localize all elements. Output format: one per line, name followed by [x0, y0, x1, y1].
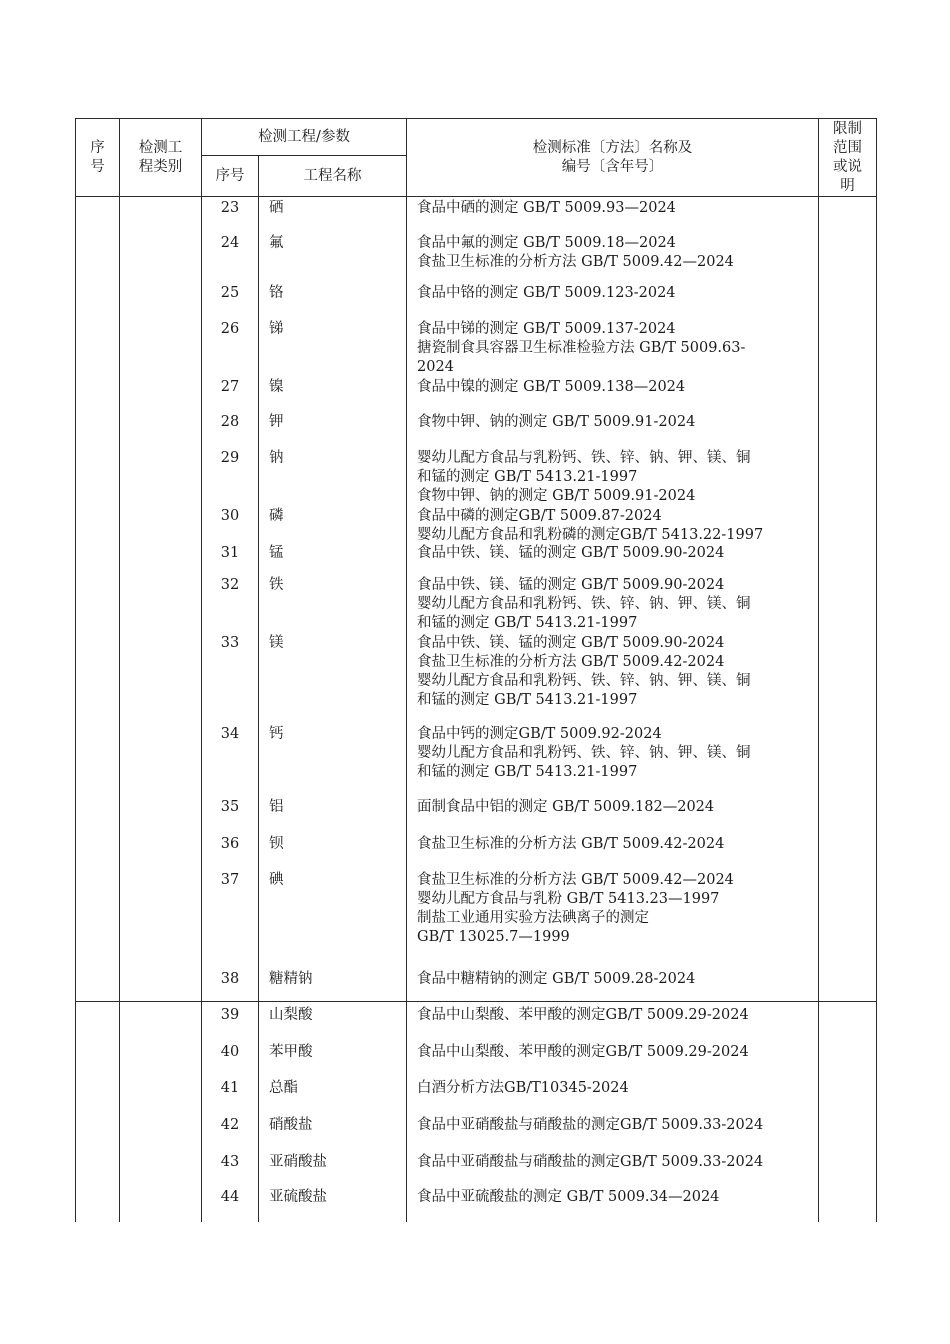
item-number: 42 [220, 1117, 240, 1133]
header-standard-line2: 编号〔含年号〕 [561, 158, 664, 175]
standard-entry [407, 725, 834, 782]
item-name: 钡 [269, 836, 284, 852]
group1-name-col [259, 197, 407, 1002]
group1-no-col [202, 197, 259, 1002]
item-number: 34 [220, 726, 240, 742]
item-number: 40 [220, 1044, 240, 1060]
group2-seq-cell [76, 1002, 120, 1223]
group1-std-col [407, 197, 819, 1002]
item-number: 41 [220, 1080, 240, 1096]
standard-entry [407, 284, 834, 303]
item-number: 30 [220, 508, 240, 524]
standard-line: 2024 [417, 359, 454, 375]
item-name: 锰 [269, 545, 284, 561]
header-standard [407, 119, 819, 197]
standard-line: 食品中硒的测定 GB/T 5009.93—2024 [417, 200, 676, 216]
table-group-1 [76, 197, 877, 1002]
standard-line: 食物中钾、钠的测定 GB/T 5009.91-2024 [417, 414, 696, 430]
standard-line: 面制食品中铝的测定 GB/T 5009.182—2024 [417, 799, 715, 815]
standard-entry [407, 378, 834, 397]
item-number: 31 [220, 545, 240, 561]
item-name: 氟 [269, 235, 284, 251]
standard-line: 食品中氟的测定 GB/T 5009.18—2024 [417, 235, 676, 251]
standard-line: 食品中铁、镁、锰的测定 GB/T 5009.90-2024 [417, 635, 725, 651]
item-name: 山梨酸 [269, 1007, 313, 1023]
standard-line: 食物中钾、钠的测定 GB/T 5009.91-2024 [417, 488, 696, 504]
item-number: 39 [220, 1007, 240, 1023]
standard-entry [407, 1188, 834, 1207]
item-name: 铁 [269, 577, 284, 593]
item-number: 23 [220, 200, 240, 216]
standard-entry [407, 449, 834, 506]
standard-line: 食品中镍的测定 GB/T 5009.138—2024 [417, 379, 686, 395]
standard-line: 和锰的测定 GB/T 5413.21-1997 [417, 469, 638, 485]
standard-entry [407, 544, 834, 563]
header-category: 检测工程类别 [120, 119, 202, 197]
standard-line: 食盐卫生标准的分析方法 GB/T 5009.42-2024 [417, 836, 725, 852]
item-number: 38 [220, 971, 240, 987]
standard-line: 制盐工业通用实验方法碘离子的测定 [417, 910, 650, 926]
standard-line: 和锰的测定 GB/T 5413.21-1997 [417, 764, 638, 780]
group1-seq-cell [76, 197, 120, 1002]
standard-entry [407, 1116, 834, 1135]
item-number: 25 [220, 285, 240, 301]
standard-entry [407, 634, 834, 710]
item-name: 硝酸盐 [269, 1117, 313, 1133]
standard-entry [407, 1043, 834, 1062]
standard-entry [407, 970, 834, 989]
item-name: 锑 [269, 321, 284, 337]
group2-no-col [202, 1002, 259, 1223]
standard-line: 食品中铁、镁、锰的测定 GB/T 5009.90-2024 [417, 577, 725, 593]
item-number: 44 [220, 1189, 240, 1205]
item-name: 亚硫酸盐 [269, 1189, 327, 1205]
standard-entry [407, 1079, 834, 1098]
item-name: 磷 [269, 508, 284, 524]
item-number: 24 [220, 235, 240, 251]
standard-line: 食盐卫生标准的分析方法 GB/T 5009.42—2024 [417, 254, 734, 270]
item-name: 钠 [269, 450, 284, 466]
group2-std-col [407, 1002, 819, 1223]
item-number: 27 [220, 379, 240, 395]
standard-entry [407, 413, 834, 432]
standard-line: 食品中铁、镁、锰的测定 GB/T 5009.90-2024 [417, 545, 725, 561]
header-standard-line1: 检测标准〔方法〕名称及 [532, 139, 693, 156]
item-name: 碘 [269, 872, 284, 888]
table-header-row [76, 119, 877, 156]
item-number: 33 [220, 635, 240, 651]
standard-line: 食品中山梨酸、苯甲酸的测定GB/T 5009.29-2024 [417, 1044, 749, 1060]
standard-line: 食品中糖精钠的测定 GB/T 5009.28-2024 [417, 971, 696, 987]
standard-line: GB/T 13025.7—1999 [417, 929, 570, 945]
item-number: 29 [220, 450, 240, 466]
standard-line: 婴幼儿配方食品与乳粉 GB/T 5413.23—1997 [417, 891, 720, 907]
standard-line: 食品中锑的测定 GB/T 5009.137-2024 [417, 321, 676, 337]
standard-line: 搪瓷制食具容器卫生标准检验方法 GB/T 5009.63- [417, 340, 746, 356]
standard-line: 食品中山梨酸、苯甲酸的测定GB/T 5009.29-2024 [417, 1007, 749, 1023]
standard-line: 白酒分析方法GB/T10345-2024 [417, 1080, 629, 1096]
group1-category-cell [120, 197, 202, 1002]
standard-line: 食品中钙的测定GB/T 5009.92-2024 [417, 726, 662, 742]
standard-line: 婴幼儿配方食品和乳粉磷的测定GB/T 5413.22-1997 [417, 527, 764, 543]
item-name: 铬 [269, 285, 284, 301]
item-number: 26 [220, 321, 240, 337]
standard-line: 食品中亚硫酸盐的测定 GB/T 5009.34—2024 [417, 1189, 720, 1205]
header-item-param: 检测工程/参数 [202, 119, 407, 156]
item-name: 铝 [269, 799, 284, 815]
item-name: 总酯 [269, 1080, 298, 1096]
standard-line: 食盐卫生标准的分析方法 GB/T 5009.42—2024 [417, 872, 734, 888]
table-group-2 [76, 1002, 877, 1223]
item-number: 37 [220, 872, 240, 888]
item-name: 镁 [269, 635, 284, 651]
standard-line: 婴幼儿配方食品和乳粉钙、铁、锌、钠、钾、镁、铜 [417, 745, 751, 761]
standard-line: 婴幼儿配方食品和乳粉钙、铁、锌、钠、钾、镁、铜 [417, 673, 751, 689]
standard-entry [407, 871, 834, 947]
item-name: 硒 [269, 200, 284, 216]
standard-line: 食盐卫生标准的分析方法 GB/T 5009.42-2024 [417, 654, 725, 670]
standard-entry [407, 1006, 834, 1025]
standard-entry [407, 835, 834, 854]
standard-line: 食品中亚硝酸盐与硝酸盐的测定GB/T 5009.33-2024 [417, 1117, 764, 1133]
group2-category-cell [120, 1002, 202, 1223]
standard-entry [407, 507, 834, 545]
header-sub-seq: 序号 [202, 156, 259, 197]
standard-entry [407, 199, 834, 218]
standard-entry [407, 320, 834, 377]
item-number: 32 [220, 577, 240, 593]
standard-line: 食品中铬的测定 GB/T 5009.123-2024 [417, 285, 676, 301]
standard-line: 婴幼儿配方食品和乳粉钙、铁、锌、钠、钾、镁、铜 [417, 596, 751, 612]
item-number: 28 [220, 414, 240, 430]
item-name: 苯甲酸 [269, 1044, 313, 1060]
item-name: 钙 [269, 726, 284, 742]
standard-line: 和锰的测定 GB/T 5413.21-1997 [417, 692, 638, 708]
item-name: 镍 [269, 379, 284, 395]
item-number: 36 [220, 836, 240, 852]
item-name: 钾 [269, 414, 284, 430]
item-name: 亚硝酸盐 [269, 1154, 327, 1170]
standard-entry [407, 576, 834, 633]
item-number: 43 [220, 1154, 240, 1170]
standard-entry [407, 1153, 834, 1172]
header-sub-name: 工程名称 [259, 156, 407, 197]
standard-line: 食品中亚硝酸盐与硝酸盐的测定GB/T 5009.33-2024 [417, 1154, 764, 1170]
item-number: 35 [220, 799, 240, 815]
standard-line: 食品中磷的测定GB/T 5009.87-2024 [417, 508, 662, 524]
standards-table [75, 118, 877, 1222]
header-limit: 限制范围或说明 [819, 119, 877, 197]
standard-entry [407, 798, 834, 817]
group2-name-col [259, 1002, 407, 1223]
item-name: 糖精钠 [269, 971, 313, 987]
standard-entry [407, 234, 834, 272]
header-seq: 序号 [76, 119, 120, 197]
standard-line: 和锰的测定 GB/T 5413.21-1997 [417, 615, 638, 631]
standard-line: 婴幼儿配方食品与乳粉钙、铁、锌、钠、钾、镁、铜 [417, 450, 751, 466]
